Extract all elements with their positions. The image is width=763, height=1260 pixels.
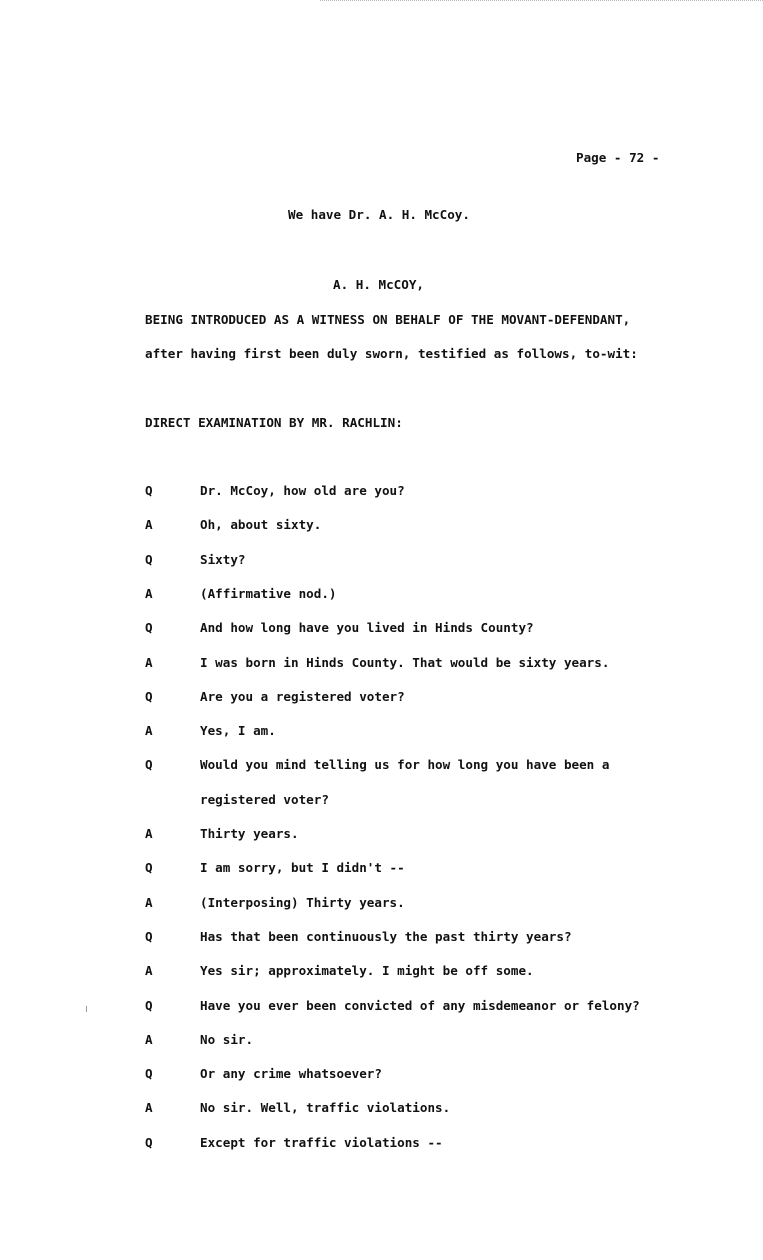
testimony-line: Thirty years. bbox=[200, 826, 299, 841]
witness-introduction-line-1: BEING INTRODUCED AS A WITNESS ON BEHALF OF THE MOVANT-DEFENDANT, bbox=[145, 312, 631, 327]
speaker-marker: A bbox=[145, 585, 153, 601]
testimony-line: Oh, about sixty. bbox=[200, 517, 322, 533]
speaker-marker: A bbox=[145, 1100, 153, 1116]
speaker-marker: A bbox=[145, 963, 153, 979]
page-number: Page - 72 - bbox=[576, 150, 660, 165]
speaker-marker: A bbox=[145, 723, 153, 739]
speaker-marker: A bbox=[145, 1031, 153, 1047]
testimony-line: (Affirmative nod.) bbox=[200, 585, 337, 601]
scan-edge-line bbox=[320, 0, 763, 5]
speaker-marker: A bbox=[145, 654, 153, 670]
witness-introduction-line-2: after having first been duly sworn, testified as follows, to-wit: bbox=[145, 346, 638, 361]
testimony-line: Yes, I am. bbox=[200, 723, 276, 739]
testimony-line: I was born in Hinds County. That would be sixty years. bbox=[200, 654, 610, 670]
testimony-line: No sir. bbox=[200, 1031, 254, 1047]
witness-intro-statement: We have Dr. A. H. McCoy. bbox=[288, 207, 470, 222]
testimony-line: And how long have you lived in Hinds County? bbox=[200, 620, 534, 636]
testimony-line: Dr. McCoy, how old are you? bbox=[200, 483, 405, 498]
speaker-marker: Q bbox=[145, 551, 153, 567]
speaker-marker: Q bbox=[145, 1134, 153, 1150]
speaker-marker: Q bbox=[145, 928, 153, 944]
speaker-marker: A bbox=[145, 826, 153, 841]
testimony-line: Except for traffic violations -- bbox=[200, 1134, 443, 1150]
speaker-marker: Q bbox=[145, 1066, 153, 1082]
testimony-line: Would you mind telling us for how long you have been a bbox=[200, 757, 610, 773]
testimony-line: I am sorry, but I didn't -- bbox=[200, 860, 405, 876]
speaker-marker: Q bbox=[145, 620, 153, 636]
testimony-line: registered voter? bbox=[200, 791, 329, 807]
testimony-line: Has that been continuously the past thirty years? bbox=[200, 928, 572, 944]
scan-speck bbox=[86, 1006, 87, 1012]
speaker-marker: Q bbox=[145, 860, 153, 876]
testimony-line: Or any crime whatsoever? bbox=[200, 1066, 382, 1082]
speaker-marker: A bbox=[145, 894, 153, 910]
speaker-marker: Q bbox=[145, 688, 153, 704]
testimony-line: Sixty? bbox=[200, 551, 246, 567]
testimony-line: Are you a registered voter? bbox=[200, 688, 405, 704]
speaker-marker: Q bbox=[145, 997, 153, 1013]
testimony-line: No sir. Well, traffic violations. bbox=[200, 1100, 451, 1116]
testimony-line: Have you ever been convicted of any misdemeanor or felony? bbox=[200, 997, 640, 1013]
speaker-marker: A bbox=[145, 517, 153, 533]
speaker-marker: Q bbox=[145, 483, 153, 498]
testimony-line: Yes sir; approximately. I might be off some. bbox=[200, 963, 534, 979]
examination-heading: DIRECT EXAMINATION BY MR. RACHLIN: bbox=[145, 415, 403, 430]
witness-name-heading: A. H. McCOY, bbox=[333, 277, 424, 292]
testimony-line: (Interposing) Thirty years. bbox=[200, 894, 405, 910]
speaker-marker: Q bbox=[145, 757, 153, 773]
